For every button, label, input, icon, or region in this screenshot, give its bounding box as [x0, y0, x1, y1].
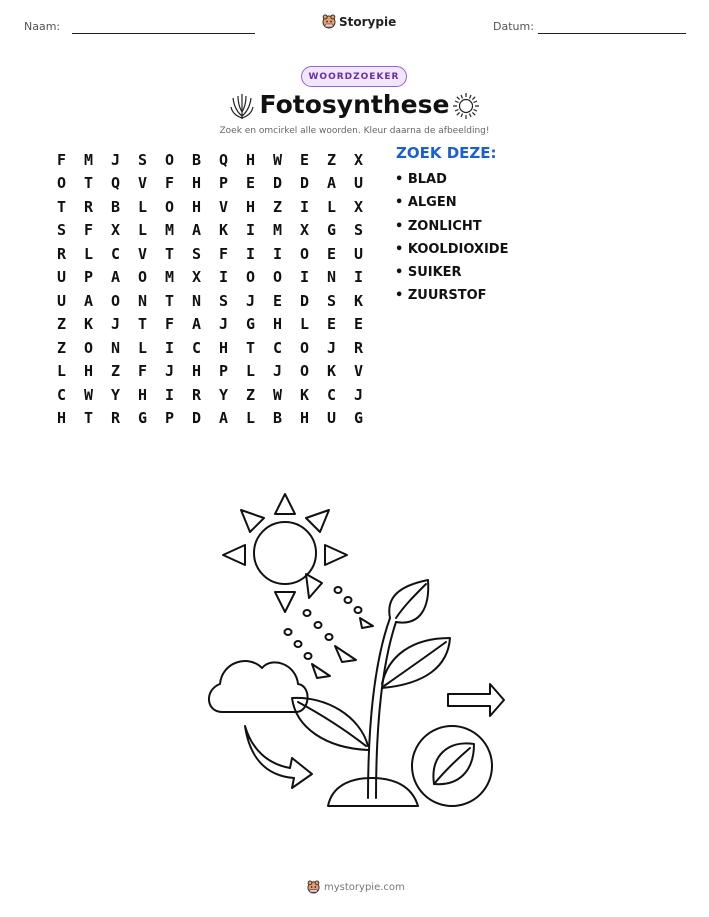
grid-letter[interactable]: J [110, 150, 121, 169]
grid-letter[interactable]: U [353, 244, 364, 263]
grid-letter[interactable]: N [191, 291, 202, 310]
grid-letter[interactable]: A [218, 409, 229, 428]
grid-letter[interactable]: J [272, 362, 283, 381]
grid-letter[interactable]: O [83, 338, 94, 357]
grid-letter[interactable]: Z [245, 385, 256, 404]
grid-letter[interactable]: F [56, 150, 67, 169]
grid-letter[interactable]: H [191, 362, 202, 381]
sun-icon [452, 92, 480, 120]
grid-letter[interactable]: E [299, 150, 310, 169]
grid-letter[interactable]: Q [110, 174, 121, 193]
grid-letter[interactable]: I [218, 268, 229, 287]
word-list-item: • BLAD [395, 172, 447, 187]
grid-letter[interactable]: S [326, 291, 337, 310]
sun-drawing [223, 494, 347, 612]
grid-letter[interactable]: I [245, 221, 256, 240]
grid-letter[interactable]: S [218, 291, 229, 310]
grid-letter[interactable]: F [83, 221, 94, 240]
grid-letter[interactable]: H [191, 174, 202, 193]
grid-letter[interactable]: F [137, 362, 148, 381]
grid-letter[interactable]: W [272, 150, 283, 169]
grid-letter[interactable]: P [218, 174, 229, 193]
word-list-item: • KOOLDIOXIDE [395, 241, 509, 257]
word-list-item: • SUIKER [395, 265, 462, 281]
grid-letter[interactable]: K [326, 362, 337, 381]
grid-letter[interactable]: L [137, 197, 148, 216]
grid-letter[interactable]: P [83, 268, 94, 287]
grid-letter[interactable]: N [137, 291, 148, 310]
instructions: Zoek en omcirkel alle woorden. Kleur daarna de afbeelding! [219, 126, 490, 136]
grid-letter[interactable]: G [353, 409, 364, 428]
grid-letter[interactable]: C [56, 385, 67, 404]
grid-letter[interactable]: W [272, 385, 283, 404]
grid-row [48, 289, 372, 313]
grid-letter[interactable]: M [164, 268, 175, 287]
grid-letter[interactable]: W [83, 385, 94, 404]
grid-letter[interactable]: L [326, 197, 337, 216]
grid-letter[interactable]: I [245, 244, 256, 263]
grid-letter[interactable]: C [191, 338, 202, 357]
puzzle-type-badge: WOORDZOEKER [301, 66, 407, 87]
grid-letter[interactable]: L [245, 409, 256, 428]
grid-letter[interactable]: L [245, 362, 256, 381]
grid-letter[interactable]: J [110, 315, 121, 334]
grid-letter[interactable]: M [83, 150, 94, 169]
grid-letter[interactable]: D [299, 291, 310, 310]
grid-letter[interactable]: S [137, 150, 148, 169]
word-list-item: • ALGEN [395, 195, 457, 211]
grid-letter[interactable]: O [245, 268, 256, 287]
grid-letter[interactable]: H [137, 385, 148, 404]
grid-letter[interactable]: O [137, 268, 148, 287]
word-list-heading: ZOEK DEZE: [396, 144, 497, 162]
grid-letter[interactable]: C [326, 385, 337, 404]
curved-arrow [245, 726, 312, 788]
grid-letter[interactable]: V [137, 174, 148, 193]
grid-letter[interactable]: T [245, 338, 256, 357]
storypie-logo-icon [307, 880, 320, 894]
grid-letter[interactable]: U [353, 174, 364, 193]
grid-letter[interactable]: K [353, 291, 364, 310]
plant-drawing [292, 580, 450, 806]
grid-letter[interactable]: T [83, 174, 94, 193]
grid-letter[interactable]: A [326, 174, 337, 193]
grid-letter[interactable]: Z [326, 150, 337, 169]
grid-letter[interactable]: Q [218, 150, 229, 169]
grid-letter[interactable]: R [56, 244, 67, 263]
grid-letter[interactable]: A [83, 291, 94, 310]
grid-letter[interactable]: O [56, 174, 67, 193]
grid-letter[interactable]: E [326, 315, 337, 334]
grid-letter[interactable]: H [245, 197, 256, 216]
grid-letter[interactable]: G [326, 221, 337, 240]
grid-letter[interactable]: K [83, 315, 94, 334]
footer-url[interactable]: mystorypie.com [324, 881, 405, 893]
storypie-logo-icon [322, 14, 336, 29]
grid-letter[interactable]: H [83, 362, 94, 381]
grid-letter[interactable]: I [299, 268, 310, 287]
footer [307, 880, 405, 894]
grid-letter[interactable]: T [56, 197, 67, 216]
word-list [395, 172, 508, 312]
grid-letter[interactable]: V [137, 244, 148, 263]
grid-letter[interactable]: H [272, 315, 283, 334]
grid-letter[interactable]: L [137, 338, 148, 357]
grid-letter[interactable]: H [218, 338, 229, 357]
grid-letter[interactable]: V [353, 362, 364, 381]
grid-row [48, 407, 372, 431]
right-arrow [448, 684, 504, 716]
grid-letter[interactable]: K [218, 221, 229, 240]
name-line[interactable] [72, 33, 255, 34]
grid-letter[interactable]: M [272, 221, 283, 240]
grid-letter[interactable]: X [353, 197, 364, 216]
grid-row [48, 148, 372, 172]
grid-letter[interactable]: V [218, 197, 229, 216]
grid-letter[interactable]: J [218, 315, 229, 334]
grid-letter[interactable]: N [326, 268, 337, 287]
grid-letter[interactable]: L [137, 221, 148, 240]
grid-letter[interactable]: R [191, 385, 202, 404]
grid-letter[interactable]: R [83, 197, 94, 216]
grid-letter[interactable]: R [353, 338, 364, 357]
grid-letter[interactable]: O [299, 362, 310, 381]
grid-letter[interactable]: H [245, 150, 256, 169]
grid-letter[interactable]: I [272, 244, 283, 263]
grid-letter[interactable]: Z [56, 338, 67, 357]
grid-row [48, 336, 372, 360]
grid-row [48, 266, 372, 290]
grid-letter[interactable]: D [191, 409, 202, 428]
grid-letter[interactable]: A [191, 221, 202, 240]
grid-letter[interactable]: C [110, 244, 121, 263]
grid-letter[interactable]: O [299, 244, 310, 263]
grid-letter[interactable]: X [110, 221, 121, 240]
grid-letter[interactable]: E [272, 291, 283, 310]
grid-letter[interactable]: K [299, 385, 310, 404]
grid-letter[interactable]: H [56, 409, 67, 428]
grid-letter[interactable]: T [137, 315, 148, 334]
grid-letter[interactable]: J [353, 385, 364, 404]
word-list-item: • ZONLICHT [395, 218, 482, 234]
grid-letter[interactable]: T [164, 291, 175, 310]
grid-letter[interactable]: D [272, 174, 283, 193]
grid-letter[interactable]: S [191, 244, 202, 263]
grid-letter[interactable]: B [272, 409, 283, 428]
photosynthesis-illustration [200, 488, 510, 818]
grid-letter[interactable]: J [245, 291, 256, 310]
grid-letter[interactable]: X [353, 150, 364, 169]
date-line[interactable] [538, 33, 686, 34]
grid-row [48, 360, 372, 384]
grid-letter[interactable]: X [191, 268, 202, 287]
grid-letter[interactable]: U [56, 268, 67, 287]
word-search-grid [48, 148, 372, 430]
grid-row [48, 383, 372, 407]
grid-letter[interactable]: L [56, 362, 67, 381]
grid-letter[interactable]: R [110, 409, 121, 428]
grid-letter[interactable]: O [299, 338, 310, 357]
grid-letter[interactable]: U [56, 291, 67, 310]
grid-letter[interactable]: J [164, 362, 175, 381]
grid-letter[interactable]: I [299, 197, 310, 216]
date-label: Datum: [493, 20, 534, 33]
grid-letter[interactable]: T [164, 244, 175, 263]
grid-letter[interactable]: O [110, 291, 121, 310]
grid-letter[interactable]: P [164, 409, 175, 428]
grid-letter[interactable]: A [110, 268, 121, 287]
page-title: Fotosynthese [259, 90, 450, 119]
grid-row [48, 219, 372, 243]
grid-letter[interactable]: D [299, 174, 310, 193]
oxygen-leaf-badge [412, 726, 492, 806]
grid-letter[interactable]: N [110, 338, 121, 357]
grid-letter[interactable]: Z [110, 362, 121, 381]
grid-letter[interactable]: O [272, 268, 283, 287]
grid-letter[interactable]: S [56, 221, 67, 240]
grid-letter[interactable]: O [164, 197, 175, 216]
grid-letter[interactable]: S [353, 221, 364, 240]
brand-name: Storypie [339, 14, 397, 29]
storypie-brand [322, 14, 396, 29]
grid-letter[interactable]: P [218, 362, 229, 381]
grid-row [48, 313, 372, 337]
grid-letter[interactable]: I [164, 338, 175, 357]
grid-letter[interactable]: Z [56, 315, 67, 334]
grid-letter[interactable]: E [353, 315, 364, 334]
grid-letter[interactable]: G [245, 315, 256, 334]
grid-letter[interactable]: H [299, 409, 310, 428]
grid-letter[interactable]: H [191, 197, 202, 216]
grid-letter[interactable]: C [272, 338, 283, 357]
name-label: Naam: [24, 20, 61, 33]
light-rays [285, 587, 374, 678]
grid-letter[interactable]: G [137, 409, 148, 428]
grid-letter[interactable]: M [164, 221, 175, 240]
grid-letter[interactable]: L [299, 315, 310, 334]
grid-letter[interactable]: B [110, 197, 121, 216]
grid-letter[interactable]: F [218, 244, 229, 263]
grid-letter[interactable]: U [326, 409, 337, 428]
grid-letter[interactable]: Y [218, 385, 229, 404]
grid-letter[interactable]: Y [110, 385, 121, 404]
grid-letter[interactable]: L [83, 244, 94, 263]
word-list-item: • ZUURSTOF [395, 288, 487, 304]
grid-letter[interactable]: J [326, 338, 337, 357]
grid-letter[interactable]: B [191, 150, 202, 169]
grid-letter[interactable]: F [164, 174, 175, 193]
grid-letter[interactable]: A [191, 315, 202, 334]
grid-letter[interactable]: T [83, 409, 94, 428]
grid-letter[interactable]: E [245, 174, 256, 193]
grid-letter[interactable]: F [164, 315, 175, 334]
grid-letter[interactable]: I [353, 268, 364, 287]
grid-row [48, 242, 372, 266]
grid-letter[interactable]: O [164, 150, 175, 169]
grid-letter[interactable]: X [299, 221, 310, 240]
grid-row [48, 172, 372, 196]
grid-letter[interactable]: Z [272, 197, 283, 216]
grid-letter[interactable]: I [164, 385, 175, 404]
grid-letter[interactable]: E [326, 244, 337, 263]
grid-row [48, 195, 372, 219]
